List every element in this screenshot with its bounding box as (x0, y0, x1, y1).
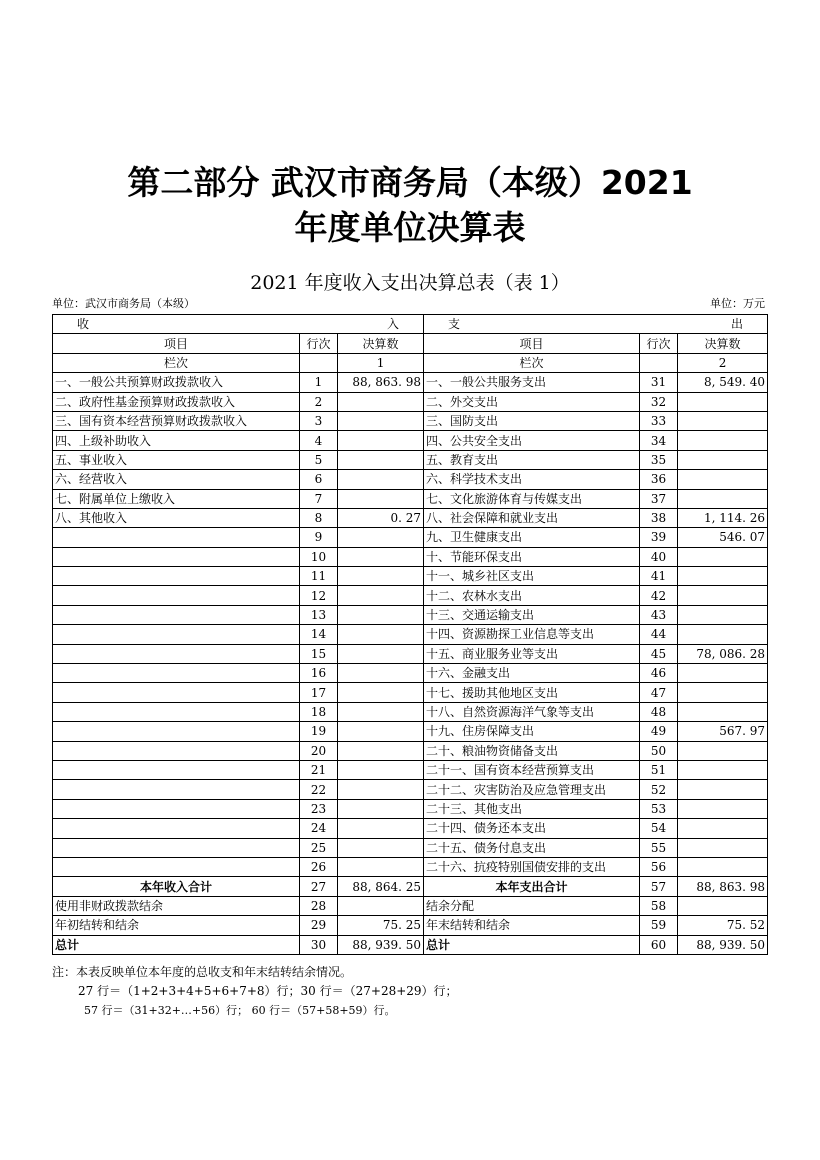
income-amount-cell (338, 392, 424, 411)
expense-amount-cell (678, 664, 768, 683)
income-item-cell (53, 722, 300, 741)
table-row (53, 605, 768, 624)
expense-amount-cell (678, 567, 768, 586)
expense-row-no-cell: 56 (640, 857, 678, 876)
income-row-no-cell: 6 (300, 470, 338, 489)
table-row (53, 470, 768, 489)
expense-amount-cell: 1, 114. 26 (678, 508, 768, 527)
expense-item-cell: 八、社会保障和就业支出 (424, 508, 640, 527)
income-item-cell (53, 857, 300, 876)
income-row-no-cell: 14 (300, 625, 338, 644)
table-notes (52, 963, 458, 1020)
expense-row-no-cell: 31 (640, 373, 678, 392)
expense-item-cell: 二十五、债务付息支出 (424, 838, 640, 857)
col-header-item-2: 项目 (424, 334, 640, 353)
income-item-cell: 总计 (53, 935, 300, 954)
expense-item-cell: 二十六、抗疫特别国债安排的支出 (424, 857, 640, 876)
income-amount-cell (338, 605, 424, 624)
column-header-row (53, 334, 768, 353)
total-row (53, 935, 768, 954)
income-row-no-cell: 21 (300, 760, 338, 779)
expense-item-cell: 十七、援助其他地区支出 (424, 683, 640, 702)
expense-row-no-cell: 45 (640, 644, 678, 663)
col-index-label: 栏次 (53, 353, 300, 372)
expense-row-no-cell: 39 (640, 528, 678, 547)
income-row-no-cell: 26 (300, 857, 338, 876)
expense-item-cell: 结余分配 (424, 896, 640, 915)
income-amount-cell (338, 722, 424, 741)
col-index-label-2: 栏次 (424, 353, 640, 372)
income-amount-cell (338, 625, 424, 644)
income-row-no-cell: 8 (300, 508, 338, 527)
expense-row-no-cell: 37 (640, 489, 678, 508)
table-row (53, 547, 768, 566)
table-row (53, 625, 768, 644)
income-amount-cell: 88, 864. 25 (338, 877, 424, 896)
expense-item-cell: 一、一般公共服务支出 (424, 373, 640, 392)
expense-amount-cell (678, 431, 768, 450)
income-row-no-cell: 9 (300, 528, 338, 547)
income-item-cell: 五、事业收入 (53, 450, 300, 469)
income-row-no-cell: 30 (300, 935, 338, 954)
income-row-no-cell: 4 (300, 431, 338, 450)
income-amount-cell (338, 780, 424, 799)
col-header-row-no-2: 行次 (640, 334, 678, 353)
income-row-no-cell: 22 (300, 780, 338, 799)
income-item-cell (53, 528, 300, 547)
expense-group-label-left: 支 (448, 317, 461, 332)
table-row (53, 411, 768, 430)
income-item-cell: 年初结转和结余 (53, 916, 300, 935)
income-row-no-cell: 7 (300, 489, 338, 508)
income-item-cell (53, 567, 300, 586)
expense-item-cell: 十、节能环保支出 (424, 547, 640, 566)
expense-row-no-cell: 34 (640, 431, 678, 450)
table-row (53, 741, 768, 760)
table-row (53, 722, 768, 741)
expense-amount-cell: 78, 086. 28 (678, 644, 768, 663)
income-row-no-cell: 1 (300, 373, 338, 392)
expense-amount-cell (678, 392, 768, 411)
expense-row-no-cell: 36 (640, 470, 678, 489)
table-row (53, 489, 768, 508)
unit-org-label: 单位：武汉市商务局（本级） (52, 297, 195, 310)
table-subtitle: 2021 年度收入支出决算总表（表 1） (250, 272, 570, 294)
table-row (53, 586, 768, 605)
expense-amount-cell: 88, 939. 50 (678, 935, 768, 954)
note-line-2: 27 行＝（1+2+3+4+5+6+7+8）行；30 行＝（27+28+29）行； (78, 984, 458, 998)
page-title-line2: 年度单位决算表 (294, 208, 526, 247)
col-header-row-no: 行次 (300, 334, 338, 353)
expense-item-cell: 十三、交通运输支出 (424, 605, 640, 624)
income-row-no-cell: 15 (300, 644, 338, 663)
income-row-no-cell: 16 (300, 664, 338, 683)
unit-currency-label: 单位：万元 (710, 297, 765, 310)
expense-amount-cell (678, 760, 768, 779)
note-line-1: 注：本表反映单位本年度的总收支和年末结转结余情况。 (52, 965, 353, 979)
expense-item-cell: 五、教育支出 (424, 450, 640, 469)
income-item-cell: 六、经营收入 (53, 470, 300, 489)
expense-amount-cell: 567. 97 (678, 722, 768, 741)
expense-amount-cell: 546. 07 (678, 528, 768, 547)
income-amount-cell (338, 586, 424, 605)
income-item-cell (53, 819, 300, 838)
expense-row-no-cell: 41 (640, 567, 678, 586)
income-group-label-right: 入 (387, 317, 400, 332)
table-row (53, 508, 768, 527)
income-amount-cell (338, 702, 424, 721)
budget-summary-table (52, 314, 768, 955)
expense-item-cell: 十八、自然资源海洋气象等支出 (424, 702, 640, 721)
income-row-no-cell: 19 (300, 722, 338, 741)
income-amount-cell (338, 838, 424, 857)
col-index-empty (300, 353, 338, 372)
table-row (53, 702, 768, 721)
income-amount-cell (338, 896, 424, 915)
expense-amount-cell: 8, 549. 40 (678, 373, 768, 392)
table-row (53, 373, 768, 392)
income-amount-cell (338, 644, 424, 663)
income-amount-cell (338, 528, 424, 547)
expense-row-no-cell: 47 (640, 683, 678, 702)
expense-amount-cell (678, 702, 768, 721)
income-item-cell (53, 644, 300, 663)
income-amount-cell (338, 567, 424, 586)
table-row (53, 799, 768, 818)
table-row (53, 780, 768, 799)
income-amount-cell (338, 450, 424, 469)
income-row-no-cell: 5 (300, 450, 338, 469)
income-amount-cell (338, 431, 424, 450)
expense-row-no-cell: 51 (640, 760, 678, 779)
income-row-no-cell: 28 (300, 896, 338, 915)
income-item-cell (53, 586, 300, 605)
income-row-no-cell: 24 (300, 819, 338, 838)
expense-item-cell: 十二、农林水支出 (424, 586, 640, 605)
table-row (53, 450, 768, 469)
expense-amount-cell (678, 838, 768, 857)
income-row-no-cell: 11 (300, 567, 338, 586)
table-row (53, 857, 768, 876)
expense-row-no-cell: 42 (640, 586, 678, 605)
expense-item-cell: 十一、城乡社区支出 (424, 567, 640, 586)
expense-amount-cell (678, 586, 768, 605)
table-row (53, 567, 768, 586)
expense-amount-cell (678, 411, 768, 430)
income-item-cell: 二、政府性基金预算财政拨款收入 (53, 392, 300, 411)
income-item-cell (53, 547, 300, 566)
income-row-no-cell: 10 (300, 547, 338, 566)
col-index-empty-2 (640, 353, 678, 372)
income-row-no-cell: 29 (300, 916, 338, 935)
income-item-cell (53, 799, 300, 818)
expense-amount-cell (678, 470, 768, 489)
expense-amount-cell (678, 819, 768, 838)
expense-amount-cell (678, 741, 768, 760)
expense-row-no-cell: 50 (640, 741, 678, 760)
income-row-no-cell: 12 (300, 586, 338, 605)
table-row (53, 392, 768, 411)
expense-item-cell: 二十一、国有资本经营预算支出 (424, 760, 640, 779)
income-amount-cell: 0. 27 (338, 508, 424, 527)
col-index-expense: 2 (678, 353, 768, 372)
expense-row-no-cell: 38 (640, 508, 678, 527)
income-item-cell: 一、一般公共预算财政拨款收入 (53, 373, 300, 392)
expense-item-cell: 总计 (424, 935, 640, 954)
income-amount-cell: 88, 939. 50 (338, 935, 424, 954)
income-amount-cell (338, 799, 424, 818)
expense-row-no-cell: 48 (640, 702, 678, 721)
income-item-cell (53, 625, 300, 644)
income-item-cell (53, 683, 300, 702)
income-amount-cell (338, 760, 424, 779)
expense-row-no-cell: 44 (640, 625, 678, 644)
income-group-label-left: 收 (77, 317, 90, 332)
income-row-no-cell: 3 (300, 411, 338, 430)
expense-item-cell: 七、文化旅游体育与传媒支出 (424, 489, 640, 508)
table-row (53, 664, 768, 683)
income-item-cell (53, 664, 300, 683)
income-row-no-cell: 27 (300, 877, 338, 896)
income-amount-cell (338, 470, 424, 489)
expense-item-cell: 本年支出合计 (424, 877, 640, 896)
income-item-cell (53, 780, 300, 799)
income-item-cell: 使用非财政拨款结余 (53, 896, 300, 915)
income-amount-cell (338, 664, 424, 683)
income-row-no-cell: 13 (300, 605, 338, 624)
income-item-cell: 七、附属单位上缴收入 (53, 489, 300, 508)
income-amount-cell (338, 683, 424, 702)
table-row (53, 896, 768, 915)
expense-row-no-cell: 60 (640, 935, 678, 954)
income-row-no-cell: 18 (300, 702, 338, 721)
table-row (53, 431, 768, 450)
income-amount-cell (338, 741, 424, 760)
expense-item-cell: 十九、住房保障支出 (424, 722, 640, 741)
expense-row-no-cell: 35 (640, 450, 678, 469)
income-item-cell (53, 605, 300, 624)
table-row (53, 760, 768, 779)
expense-amount-cell (678, 857, 768, 876)
expense-item-cell: 三、国防支出 (424, 411, 640, 430)
expense-row-no-cell: 53 (640, 799, 678, 818)
income-amount-cell (338, 819, 424, 838)
expense-row-no-cell: 54 (640, 819, 678, 838)
income-amount-cell (338, 547, 424, 566)
expense-amount-cell (678, 896, 768, 915)
expense-item-cell: 年末结转和结余 (424, 916, 640, 935)
expense-row-no-cell: 49 (640, 722, 678, 741)
expense-amount-cell: 88, 863. 98 (678, 877, 768, 896)
expense-row-no-cell: 52 (640, 780, 678, 799)
income-item-cell (53, 760, 300, 779)
expense-amount-cell (678, 489, 768, 508)
expense-row-no-cell: 46 (640, 664, 678, 683)
expense-row-no-cell: 43 (640, 605, 678, 624)
income-row-no-cell: 25 (300, 838, 338, 857)
expense-amount-cell (678, 625, 768, 644)
col-header-amount: 决算数 (338, 334, 424, 353)
expense-item-cell: 十四、资源勘探工业信息等支出 (424, 625, 640, 644)
table-row (53, 819, 768, 838)
col-header-amount-2: 决算数 (678, 334, 768, 353)
table-row (53, 644, 768, 663)
expense-row-no-cell: 58 (640, 896, 678, 915)
expense-amount-cell (678, 799, 768, 818)
expense-item-cell: 十六、金融支出 (424, 664, 640, 683)
income-item-cell (53, 741, 300, 760)
table-row (53, 683, 768, 702)
income-item-cell: 八、其他收入 (53, 508, 300, 527)
income-amount-cell (338, 411, 424, 430)
expense-amount-cell (678, 450, 768, 469)
expense-row-no-cell: 32 (640, 392, 678, 411)
expense-amount-cell (678, 547, 768, 566)
expense-item-cell: 十五、商业服务业等支出 (424, 644, 640, 663)
income-row-no-cell: 2 (300, 392, 338, 411)
income-item-cell (53, 838, 300, 857)
expense-amount-cell (678, 605, 768, 624)
expense-amount-cell (678, 780, 768, 799)
subtotal-row (53, 877, 768, 896)
expense-item-cell: 二十三、其他支出 (424, 799, 640, 818)
note-line-3: 57 行＝（31+32+…+56）行； 60 行＝（57+58+59）行。 (84, 1004, 396, 1017)
expense-row-no-cell: 40 (640, 547, 678, 566)
expense-row-no-cell: 57 (640, 877, 678, 896)
income-item-cell (53, 702, 300, 721)
expense-item-cell: 二十、粮油物资储备支出 (424, 741, 640, 760)
income-row-no-cell: 23 (300, 799, 338, 818)
expense-group-label-right: 出 (731, 317, 744, 332)
expense-row-no-cell: 33 (640, 411, 678, 430)
table-row (53, 838, 768, 857)
expense-row-no-cell: 55 (640, 838, 678, 857)
table-row (53, 528, 768, 547)
page-title-line1: 第二部分 武汉市商务局（本级）2021 (127, 163, 693, 202)
col-header-item: 项目 (53, 334, 300, 353)
expense-item-cell: 二十二、灾害防治及应急管理支出 (424, 780, 640, 799)
expense-item-cell: 二、外交支出 (424, 392, 640, 411)
expense-item-cell: 二十四、债务还本支出 (424, 819, 640, 838)
expense-item-cell: 九、卫生健康支出 (424, 528, 640, 547)
col-index-income: 1 (338, 353, 424, 372)
income-amount-cell: 75. 25 (338, 916, 424, 935)
expense-amount-cell: 75. 52 (678, 916, 768, 935)
income-amount-cell (338, 489, 424, 508)
expense-item-cell: 四、公共安全支出 (424, 431, 640, 450)
expense-row-no-cell: 59 (640, 916, 678, 935)
income-row-no-cell: 20 (300, 741, 338, 760)
income-item-cell: 三、国有资本经营预算财政拨款收入 (53, 411, 300, 430)
group-header-row (53, 315, 768, 334)
table-row (53, 916, 768, 935)
income-item-cell: 本年收入合计 (53, 877, 300, 896)
income-row-no-cell: 17 (300, 683, 338, 702)
expense-item-cell: 六、科学技术支出 (424, 470, 640, 489)
income-item-cell: 四、上级补助收入 (53, 431, 300, 450)
expense-group-header (424, 315, 768, 334)
expense-amount-cell (678, 683, 768, 702)
income-group-header (53, 315, 424, 334)
column-index-row (53, 353, 768, 372)
income-amount-cell (338, 857, 424, 876)
income-amount-cell: 88, 863. 98 (338, 373, 424, 392)
